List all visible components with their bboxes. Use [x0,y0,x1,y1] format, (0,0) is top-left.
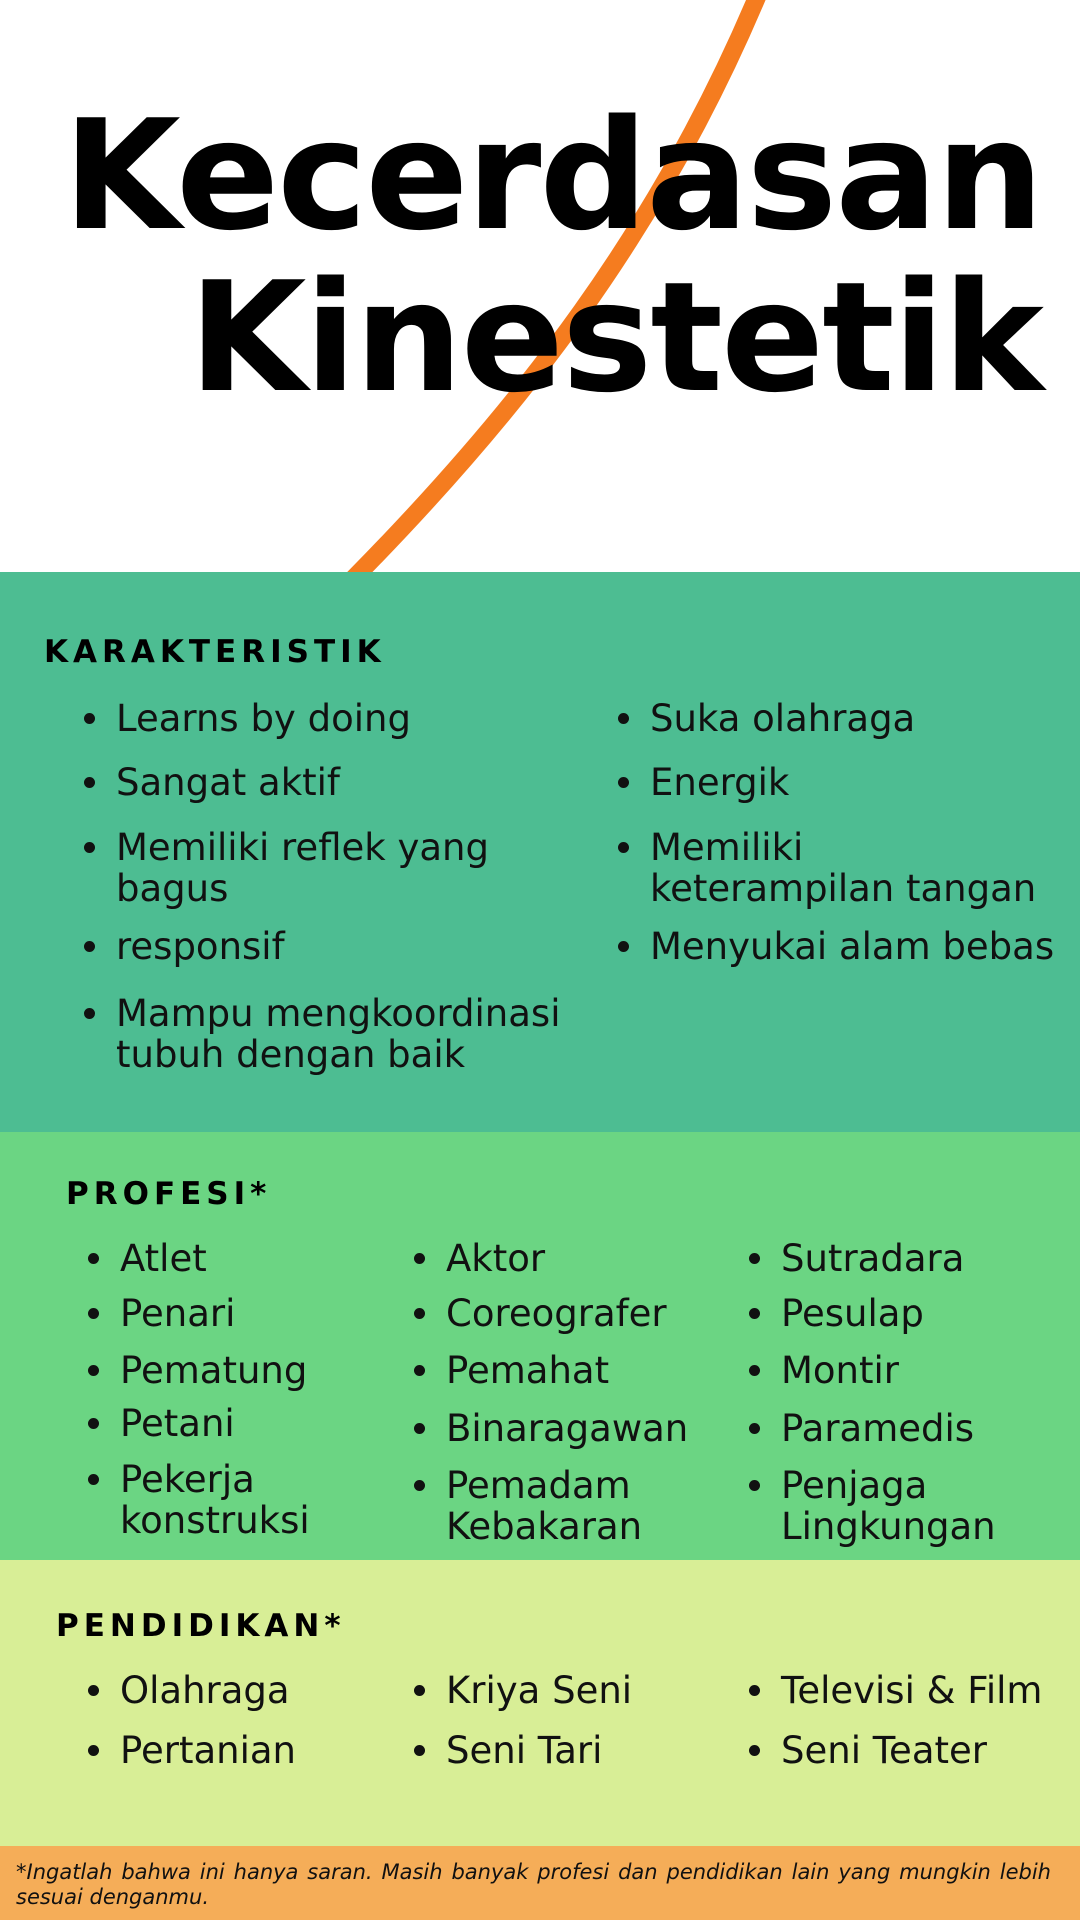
list-item-text: Energik [650,761,790,804]
list-item-text: Montir [781,1349,900,1392]
list-item [743,1350,899,1391]
list-item [408,1293,667,1334]
list-item [78,762,340,803]
pendidikan-heading: PENDIDIKAN* [56,1608,346,1644]
list-item-text: Mampu mengkoordinasi [116,992,561,1035]
list-item-text: Pekerja [120,1458,255,1501]
pendidikan-section [0,1560,1080,1846]
list-item-text: Paramedis [781,1407,975,1450]
karakteristik-section [0,572,1080,1132]
list-item-text: Pematung [120,1349,308,1392]
list-item-text: Pemahat [446,1349,610,1392]
list-item [82,1459,310,1541]
list-item-text: Sangat aktif [116,761,340,804]
footer-note: *Ingatlah bahwa ini hanya saran. Masih banyak profesi dan pendidikan lain yang mungkin lebih sesuai denganmu. [16,1860,1051,1909]
list-item [82,1730,296,1771]
list-item [82,1670,290,1711]
list-item [408,1408,688,1449]
list-item-text: Lingkungan [781,1505,996,1548]
list-item-text: Kebakaran [446,1505,643,1548]
list-item [408,1465,642,1547]
list-item-text: Menyukai alam bebas [650,925,1055,968]
profesi-heading: PROFESI* [66,1176,272,1212]
list-item-text: keterampilan tangan [650,867,1037,910]
list-item [82,1293,235,1334]
list-item [743,1670,1042,1711]
list-item [743,1408,974,1449]
list-item [82,1238,207,1279]
list-item [408,1730,602,1771]
list-item-text: Sutradara [781,1237,965,1280]
list-item-text: Binaragawan [446,1407,689,1450]
list-item [408,1350,609,1391]
list-item [743,1293,924,1334]
hero-section [0,0,1080,572]
list-item [408,1238,545,1279]
list-item-text: Kriya Seni [446,1669,633,1712]
list-item-text: Penari [120,1292,236,1335]
title-line-1: Kecerdasan [63,87,1042,264]
list-item-text: Televisi & Film [781,1669,1043,1712]
list-item [743,1730,987,1771]
list-item-text: Pertanian [120,1729,297,1772]
list-item-text: Memiliki [650,826,804,869]
list-item-text: responsif [116,925,285,968]
list-item-text: bagus [116,867,229,910]
list-item-text: Atlet [120,1237,207,1280]
list-item [612,926,1054,967]
list-item [78,827,489,909]
list-item [612,698,915,739]
list-item [612,762,789,803]
list-item-text: Olahraga [120,1669,290,1712]
list-item-text: Suka olahraga [650,697,916,740]
list-item [743,1465,996,1547]
list-item-text: Seni Tari [446,1729,603,1772]
list-item-text: Penjaga [781,1464,928,1507]
list-item-text: Learns by doing [116,697,411,740]
footer-note-section [0,1846,1080,1920]
list-item-text: Petani [120,1402,235,1445]
list-item [78,993,560,1075]
title-line-2: Kinestetik [188,249,1042,426]
list-item [78,698,411,739]
list-item [743,1238,964,1279]
list-item-text: Coreografer [446,1292,667,1335]
list-item-text: Aktor [446,1237,546,1280]
list-item [78,926,285,967]
page-title [63,87,1042,426]
list-item-text: Memiliki reflek yang [116,826,489,869]
list-item-text: tubuh dengan baik [116,1033,466,1076]
list-item [612,827,1036,909]
list-item-text: Pesulap [781,1292,924,1335]
karakteristik-heading: KARAKTERISTIK [44,634,386,670]
list-item [82,1403,235,1444]
list-item-text: Seni Teater [781,1729,987,1772]
profesi-section [0,1132,1080,1560]
list-item-text: Pemadam [446,1464,631,1507]
list-item [82,1350,307,1391]
list-item-text: konstruksi [120,1499,310,1542]
list-item [408,1670,632,1711]
